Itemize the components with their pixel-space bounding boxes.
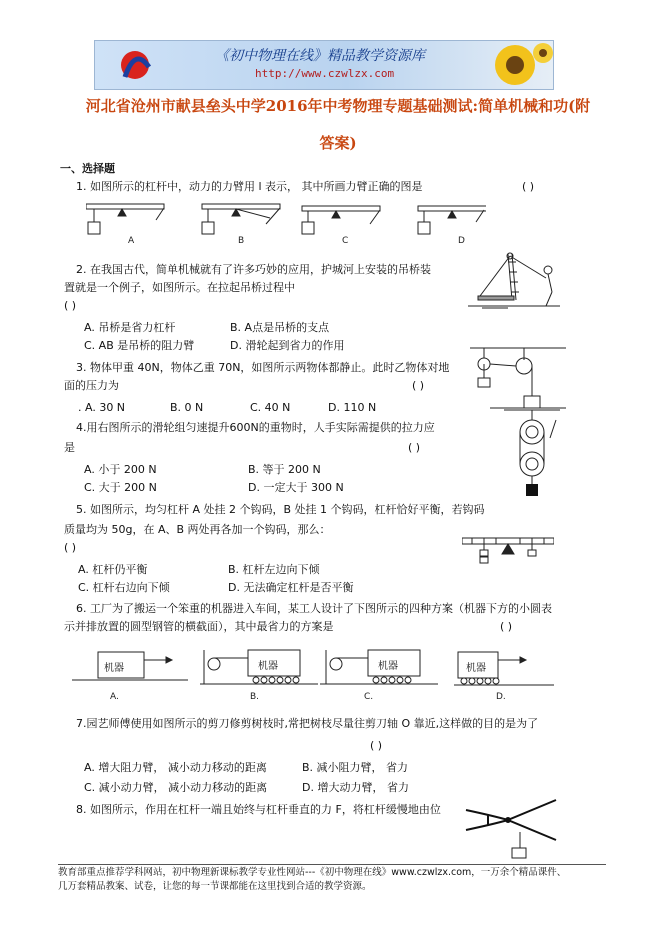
q5-line2: 质量均为 50g，在 A、B 两处再各加一个钩码，那么： <box>64 523 331 536</box>
q3-option-c: C. 40 N <box>250 401 291 414</box>
pulley-blocks-figure <box>470 344 566 412</box>
banner-title: 《初中物理在线》精品教学资源库 <box>215 48 425 64</box>
section-heading: 一、选择题 <box>60 162 115 175</box>
q2-bracket: ( ) <box>64 299 77 312</box>
q1-text: 1. 如图所示的杠杆中，动力的力臂用 l 表示， 其中所画力臂正确的图是 <box>76 180 423 193</box>
q4-option-d: D. 一定大于 300 N <box>248 481 344 494</box>
machine-c-label: 机器 <box>378 661 398 672</box>
q6-label-c: C. <box>364 692 374 702</box>
q3-bracket: ( ) <box>412 379 425 392</box>
drawbridge-figure <box>468 250 560 318</box>
doc-title-line1: 河北省沧州市献县垒头中学2016年中考物理专题基础测试:简单机械和功(附 <box>85 97 591 115</box>
q6-bracket: ( ) <box>500 620 513 633</box>
q5-option-d: D. 无法确定杠杆是否平衡 <box>228 581 354 594</box>
q7-option-b: B. 减小阻力臂， 省力 <box>302 761 409 774</box>
q4-option-b: B. 等于 200 N <box>248 463 321 476</box>
banner-url[interactable]: http://www.czwlzx.com <box>255 67 395 80</box>
site-banner <box>94 40 554 90</box>
q4-option-a: A. 小于 200 N <box>84 463 157 476</box>
footer-line2: 几万套精品教案、试卷，让您的每一节课都能在这里找到合适的教学资源。 <box>58 881 372 892</box>
q5-option-b: B. 杠杆左边向下倾 <box>228 563 320 576</box>
balance-lever-figure <box>462 530 554 568</box>
q2-option-b: B. A点是吊桥的支点 <box>230 321 330 334</box>
machine-b-label: 机器 <box>258 661 278 672</box>
q3-line1: 3. 物体甲重 40N，物体乙重 70N，如图所示两物体都静止。此时乙物体对地 <box>76 361 450 374</box>
q2-line1: 2. 在我国古代，简单机械就有了许多巧妙的应用，护城河上安装的吊桥装 <box>76 263 431 276</box>
q5-option-c: C. 杠杆右边向下倾 <box>78 581 170 594</box>
q7-line1: 7.园艺师傅使用如图所示的剪刀修剪树枝时,常把树枝尽量往剪刀轴 O 靠近,这样做的目的是为了 <box>76 717 539 730</box>
q5-line1: 5. 如图所示，均匀杠杆 A 处挂 2 个钩码，B 处挂 1 个钩码，杠杆恰好平衡，若钩码 <box>76 503 485 516</box>
q3-option-b: B. 0 N <box>170 401 204 414</box>
sunflower-image <box>495 43 553 85</box>
q2-option-d: D. 滑轮起到省力的作用 <box>230 339 345 352</box>
doc-title-line2: 答案) <box>319 134 357 152</box>
q6-line2: 示并排放置的圆型钢管的横截面），其中最省力的方案是 <box>64 620 334 633</box>
q3-option-d: D. 110 N <box>328 401 377 414</box>
machine-transport-figures <box>68 640 562 704</box>
q6-label-a: A. <box>110 692 119 702</box>
footer-divider <box>58 864 606 865</box>
machine-a-label: 机器 <box>104 663 124 674</box>
q2-line2: 置就是一个例子，如图所示。在拉起吊桥过程中 <box>64 281 295 294</box>
footer-line1: 教育部重点推荐学科网站，初中物理新课标教学专业性网站---《初中物理在线》www.czwlzx.com，一万余个精品课件、 <box>58 867 567 878</box>
q6-label-b: B. <box>250 692 260 702</box>
machine-d-label: 机器 <box>466 663 486 674</box>
q1-label-c: C <box>342 236 349 246</box>
q4-option-c: C. 大于 200 N <box>84 481 157 494</box>
q7-option-a: A. 增大阻力臂， 减小动力移动的距离 <box>84 761 267 774</box>
q8-line1: 8. 如图所示，作用在杠杆一端且始终与杠杆垂直的力 F，将杠杆缓慢地由位 <box>76 803 441 816</box>
q1-label-a: A <box>128 236 135 246</box>
q5-option-a: A. 杠杆仍平衡 <box>78 563 148 576</box>
q7-bracket: ( ) <box>370 739 383 752</box>
q3-line2: 面的压力为 <box>64 379 119 392</box>
q3-option-a: . A. 30 N <box>78 401 126 414</box>
q1-bracket: ( ) <box>522 180 535 193</box>
q2-option-a: A. 吊桥是省力杠杆 <box>84 321 176 334</box>
shears-figure <box>464 796 560 860</box>
q4-bracket: ( ) <box>408 441 421 454</box>
q2-option-c: C. AB 是吊桥的阻力臂 <box>84 339 195 352</box>
q5-bracket: ( ) <box>64 541 77 554</box>
q4-line2: 是 <box>64 441 75 454</box>
q1-label-b: B <box>238 236 245 246</box>
weight-block <box>526 484 538 496</box>
q6-label-d: D. <box>496 692 506 702</box>
pulley-system-figure <box>504 408 560 498</box>
q7-option-c: C. 减小动力臂， 减小动力移动的距离 <box>84 781 268 794</box>
q7-option-d: D. 增大动力臂， 省力 <box>302 781 409 794</box>
q4-line1: 4.用右图所示的滑轮组匀速提升600N的重物时，人手实际需提供的拉力应 <box>76 421 435 434</box>
q1-lever-figures <box>86 196 486 246</box>
q1-label-d: D <box>458 236 465 246</box>
q6-line1: 6. 工厂为了搬运一个笨重的机器进入车间，某工人设计了下图所示的四种方案（机器下方的小圆表 <box>76 602 552 615</box>
